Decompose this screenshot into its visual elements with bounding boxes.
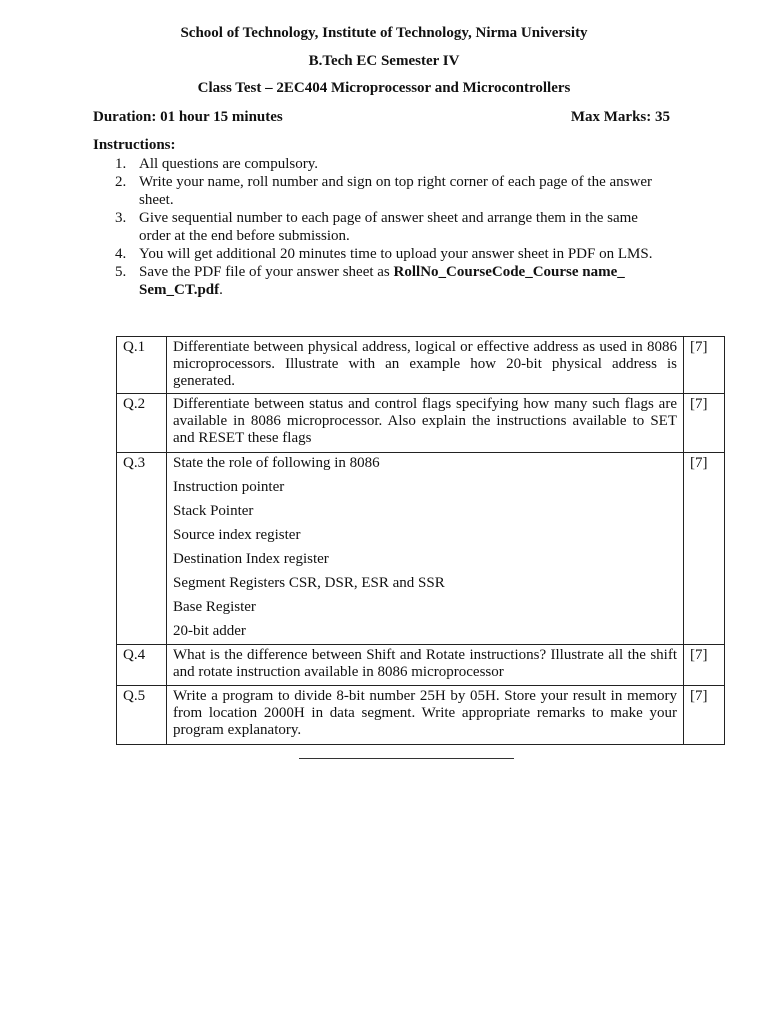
sub-item: Segment Registers CSR, DSR, ESR and SSR xyxy=(173,575,445,591)
question-marks: [7] xyxy=(684,686,725,745)
sub-item: Instruction pointer xyxy=(173,479,285,495)
max-marks: Max Marks: 35 xyxy=(570,109,670,125)
question-stem: State the role of following in 8086 xyxy=(173,455,380,471)
question-text: Differentiate between status and control flags specifying how many such flags are available in 8086 microprocessor. Also explain the instructions available to SET and RESET these flags xyxy=(167,394,684,453)
instructions-list xyxy=(93,155,673,299)
question-text: Write a program to divide 8-bit number 25H by 05H. Store your result in memory from location 2000H in data segment. Write appropriate remarks to make your program explanatory. xyxy=(167,686,684,745)
instruction-item: 5. Save the PDF file of your answer sheet as RollNo_CourseCode_Course name_ Sem_CT.pdf. xyxy=(115,264,625,298)
question-marks: [7] xyxy=(684,394,725,453)
question-marks: [7] xyxy=(684,337,725,394)
question-row xyxy=(117,453,725,645)
sub-item: 20-bit adder xyxy=(173,623,246,639)
exam-meta xyxy=(93,109,670,126)
sub-item: Stack Pointer xyxy=(173,503,254,519)
instruction-item: 2. Write your name, roll number and sign on top right corner of each page of the answer sheet. xyxy=(115,174,652,208)
question-text: What is the difference between Shift and Rotate instructions? Illustrate all the shift and rotate instruction available in 8086 microprocessor xyxy=(167,645,684,686)
question-number: Q.2 xyxy=(117,394,167,453)
instruction-item: 4. You will get additional 20 minutes time to upload your answer sheet in PDF on LMS. xyxy=(115,246,653,262)
question-row xyxy=(117,337,725,394)
end-divider xyxy=(299,758,514,759)
questions-table xyxy=(116,336,725,745)
institution-title: School of Technology, Institute of Technology, Nirma University xyxy=(180,25,588,41)
question-number: Q.5 xyxy=(117,686,167,745)
sub-item: Destination Index register xyxy=(173,551,329,567)
duration: Duration: 01 hour 15 minutes xyxy=(93,109,283,125)
question-marks: [7] xyxy=(684,453,725,645)
sub-item: Source index register xyxy=(173,527,301,543)
instruction-item: 3. Give sequential number to each page of answer sheet and arrange them in the same order at the end before submission. xyxy=(115,210,638,244)
question-row xyxy=(117,394,725,453)
course-title: Class Test – 2EC404 Microprocessor and Microcontrollers xyxy=(197,80,571,96)
sub-item: Base Register xyxy=(173,599,256,615)
question-marks: [7] xyxy=(684,645,725,686)
instruction-item: 1. All questions are compulsory. xyxy=(115,156,318,172)
instructions-title: Instructions: xyxy=(93,137,176,153)
filename-format: RollNo_CourseCode_Course name_ Sem_CT.pdf xyxy=(139,264,625,298)
question-number: Q.1 xyxy=(117,337,167,394)
program-title: B.Tech EC Semester IV xyxy=(308,53,460,69)
question-number: Q.3 xyxy=(117,453,167,645)
question-row xyxy=(117,645,725,686)
question-text xyxy=(167,453,684,645)
question-row xyxy=(117,686,725,745)
question-number: Q.4 xyxy=(117,645,167,686)
question-text: Differentiate between physical address, logical or effective address as used in 8086 microprocessors. Illustrate with an example how 20-bit physical address is generated. xyxy=(167,337,684,394)
